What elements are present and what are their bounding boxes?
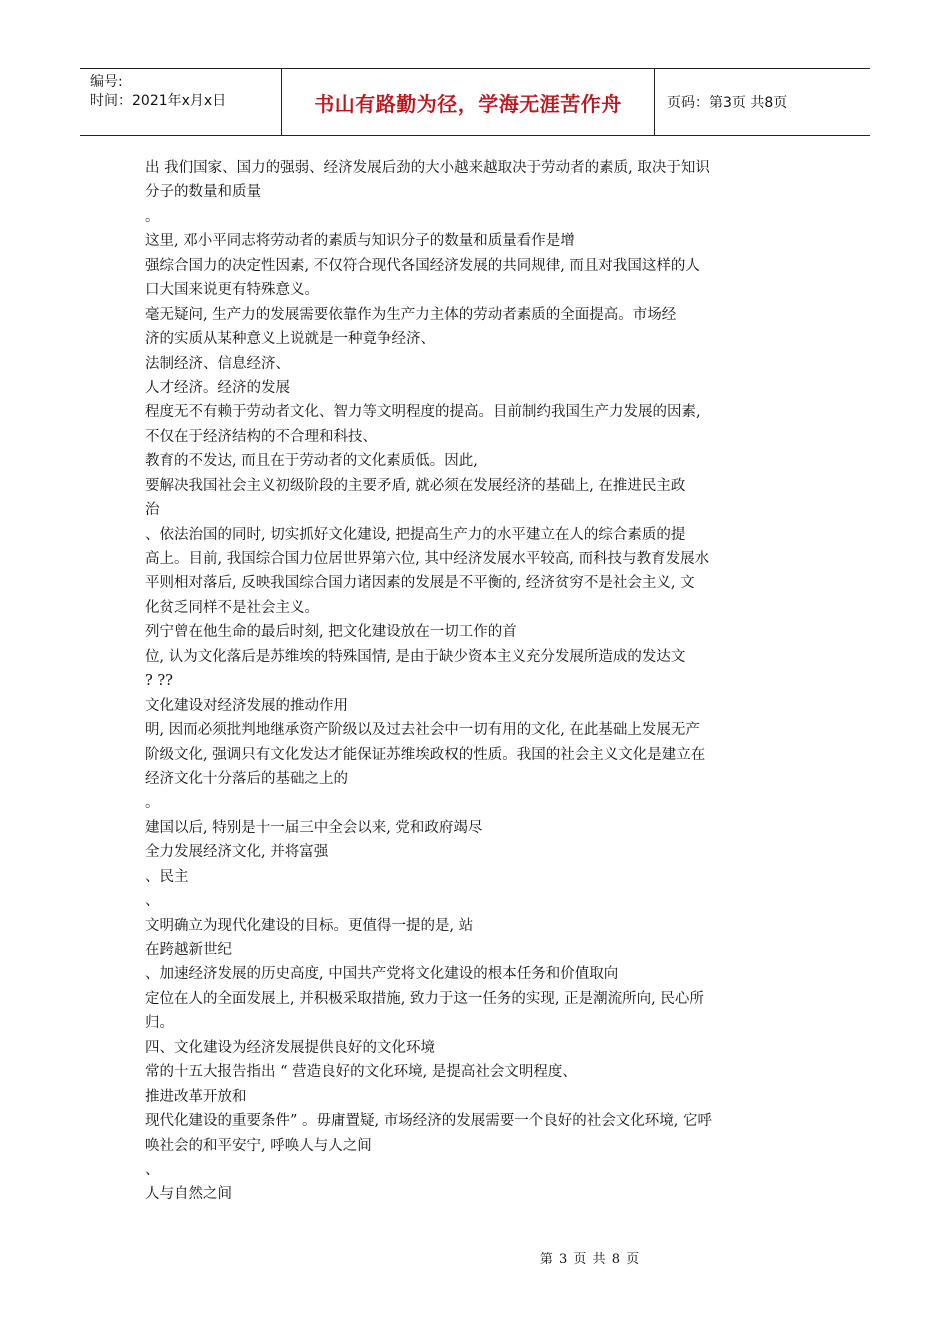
text-line: 文明确立为现代化建设的目标。更值得一提的是, 站	[145, 917, 474, 934]
text-line: 高上。目前, 我国综合国力位居世界第六位, 其中经济发展水平较高, 而科技与教育发展水	[145, 551, 710, 567]
text-line: 、民主	[145, 868, 189, 885]
text-line: 。	[145, 795, 160, 812]
header-meta	[80, 69, 282, 135]
text-line: 治	[145, 502, 160, 519]
text-line: 、加速经济发展的历史高度, 中国共产党将文化建设的根本任务和价值取向	[145, 966, 619, 983]
text-line: 唤社会的和平安宁, 呼唤人与人之间	[145, 1137, 372, 1154]
date-label: 时间：2021年x月x日	[90, 93, 227, 109]
text-line: 、	[145, 1161, 160, 1178]
text-line: 法制经济、信息经济、	[145, 355, 290, 372]
text-line: ? ??	[145, 673, 173, 690]
document-body	[145, 156, 825, 1207]
text-line: 推进改革开放和	[145, 1088, 247, 1105]
text-line: 毫无疑问, 生产力的发展需要依靠作为生产力主体的劳动者素质的全面提高。市场经	[145, 306, 677, 323]
text-line: 明, 因而必须批判地继承资产阶级以及过去社会中一切有用的文化, 在此基础上发展无产	[145, 722, 700, 739]
text-line: 人才经济。经济的发展	[145, 379, 290, 396]
text-line: 出 我们国家、国力的强弱、经济发展后劲的大小越来越取决于劳动者的素质, 取决于知识	[145, 160, 710, 176]
text-line: 、	[145, 893, 160, 910]
number-label: 编号:	[90, 74, 123, 90]
text-line: 归。	[145, 1015, 174, 1032]
text-line: 人与自然之间	[145, 1186, 232, 1203]
text-line: 平则相对落后, 反映我国综合国力诸因素的发展是不平衡的, 经济贫穷不是社会主义, 文	[145, 575, 695, 592]
text-line: 强综合国力的决定性因素, 不仅符合现代各国经济发展的共同规律, 而且对我国这样的人	[145, 257, 700, 274]
text-line: 化贫乏同样不是社会主义。	[145, 599, 319, 616]
text-line: 要解决我国社会主义初级阶段的主要矛盾, 就必须在发展经济的基础上, 在推进民主政	[145, 477, 686, 494]
text-line: 列宁曾在他生命的最后时刻, 把文化建设放在一切工作的首	[145, 624, 517, 641]
text-line: 口大国来说更有特殊意义。	[145, 282, 319, 299]
text-line: 分子的数量和质量	[145, 184, 261, 201]
text-line: 经济文化十分落后的基础之上的	[145, 770, 348, 787]
text-line: 教育的不发达, 而且在于劳动者的文化素质低。因此,	[145, 453, 478, 470]
text-line: 全力发展经济文化, 并将富强	[145, 844, 329, 861]
header-motto: 书山有路勤为径，学海无涯苦作舟	[282, 69, 655, 135]
text-line: 这里, 邓小平同志将劳动者的素质与知识分子的数量和质量看作是增	[145, 233, 575, 250]
page-header	[80, 68, 870, 136]
text-line: 。	[145, 208, 160, 225]
text-line: 常的十五大报告指出 “ 营造良好的文化环境, 是提高社会文明程度、	[145, 1064, 577, 1081]
text-line: 在跨越新世纪	[145, 942, 232, 958]
text-line: 阶级文化, 强调只有文化发达才能保证苏维埃政权的性质。我国的社会主义文化是建立在	[145, 746, 706, 763]
text-line: 现代化建设的重要条件” 。毋庸置疑, 市场经济的发展需要一个良好的社会文化环境, 它呼	[145, 1113, 712, 1130]
text-line: 程度无不有赖于劳动者文化、智力等文明程度的提高。目前制约我国生产力发展的因素,	[145, 404, 701, 421]
text-line: 定位在人的全面发展上, 并积极采取措施, 致力于这一任务的实现, 正是潮流所向, 民心所	[145, 990, 704, 1007]
header-page-label: 页码：第3页 共8页	[667, 95, 788, 111]
text-line: 文化建设对经济发展的推动作用	[145, 697, 348, 714]
text-line: 济的实质从某种意义上说就是一种竟争经济、	[145, 331, 435, 348]
text-line: 四、文化建设为经济发展提供良好的文化环境	[145, 1039, 435, 1056]
page-footer: 第 3 页 共 8 页	[539, 1252, 641, 1267]
text-line: 位, 认为文化落后是苏维埃的特殊国情, 是由于缺少资本主义充分发展所造成的发达文	[145, 648, 686, 665]
text-line: 建国以后, 特别是十一届三中全会以来, 党和政府竭尽	[145, 819, 483, 836]
text-line: 不仅在于经济结构的不合理和科技、	[145, 428, 377, 445]
text-line: 、依法治国的同时, 切实抓好文化建设, 把提高生产力的水平建立在人的综合素质的提	[145, 526, 686, 543]
